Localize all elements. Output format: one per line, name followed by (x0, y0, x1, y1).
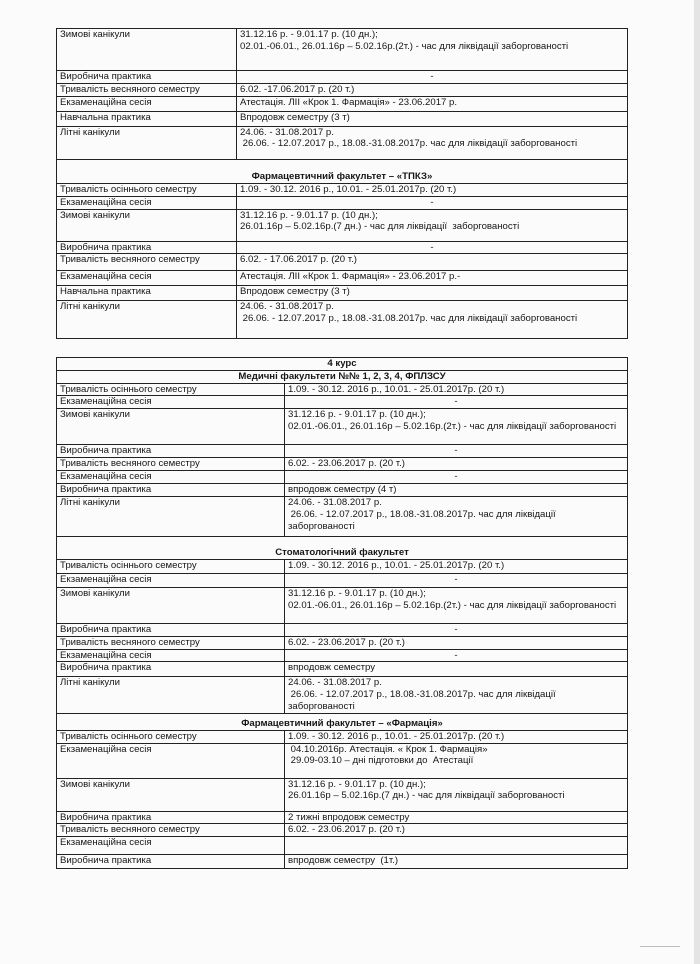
section-heading: Медичні факультети №№ 1, 2, 3, 4, ФПЛЗСУ (57, 370, 628, 383)
row-label: Виробнича практика (57, 662, 285, 677)
table-row (57, 71, 628, 84)
row-value: 31.12.16 р. - 9.01.17 р. (10 дн.); 02.01.-06.01., 26.01.16р – 5.02.16р.(2т.) - час для ліквідації заборгованості (237, 29, 628, 71)
table-row (57, 83, 628, 96)
row-value: 31.12.16 р. - 9.01.17 р. (10 дн.); 26.01.16р – 5.02.16р.(7 дн.) - час для ліквідації заборгованості (285, 778, 628, 811)
section-heading-row (57, 536, 628, 559)
scan-edge-shadow (694, 0, 700, 964)
table-row (57, 677, 628, 713)
table-row (57, 811, 628, 824)
row-value: 24.06. - 31.08.2017 р. 26.06. - 12.07.2017 р., 18.08.-31.08.2017р. час для ліквідації заборгованості (237, 126, 628, 159)
table-row (57, 409, 628, 445)
row-value: Атестація. ЛІІ «Крок 1. Фармація» - 23.06.2017 р.- (237, 271, 628, 286)
table-row (57, 29, 628, 71)
row-value: 31.12.16 р. - 9.01.17 р. (10 дн.); 26.01.16р – 5.02.16р.(7 дн.) - час для ліквідації заборгованості (237, 209, 628, 241)
row-value: 6.02. - 17.06.2017 р. (20 т.) (237, 254, 628, 271)
row-value (285, 837, 628, 855)
row-label: Навчальна практика (57, 286, 237, 301)
row-label: Зимові канікули (57, 778, 285, 811)
row-value: 31.12.16 р. - 9.01.17 р. (10 дн.); 02.01.-06.01., 26.01.16р – 5.02.16р.(2т.) - час для ліквідації заборгованості (285, 409, 628, 445)
row-label: Літні канікули (57, 677, 285, 713)
table-row (57, 183, 628, 196)
table-row (57, 837, 628, 855)
table-row (57, 470, 628, 483)
section-heading: Стоматологічний факультет (57, 536, 628, 559)
row-value: впродовж семестру (4 т) (285, 483, 628, 496)
section-heading: 4 курс (57, 358, 628, 371)
row-value: - (237, 241, 628, 254)
row-label: Екзаменаційна сесія (57, 470, 285, 483)
table-row (57, 483, 628, 496)
row-value: 24.06. - 31.08.2017 р. 26.06. - 12.07.2017 р., 18.08.-31.08.2017р. час для ліквідації заборгованості (237, 301, 628, 339)
table-row (57, 301, 628, 339)
row-label: Виробнича практика (57, 811, 285, 824)
row-value: - (285, 649, 628, 662)
row-label: Екзаменаційна сесія (57, 837, 285, 855)
row-label: Зимові канікули (57, 409, 285, 445)
table-row (57, 271, 628, 286)
section-heading: Фармацевтичний факультет – «ТПКЗ» (57, 159, 628, 183)
row-value: 6.02. -17.06.2017 р. (20 т.) (237, 83, 628, 96)
row-label: Зимові канікули (57, 209, 237, 241)
row-value: 24.06. - 31.08.2017 р. 26.06. - 12.07.2017 р., 18.08.-31.08.2017р. час для ліквідації заборгованості (285, 496, 628, 536)
row-label: Екзаменаційна сесія (57, 649, 285, 662)
row-value: - (237, 196, 628, 209)
row-value: Впродовж семестру (3 т) (237, 286, 628, 301)
table-row (57, 587, 628, 623)
table-row (57, 730, 628, 743)
row-label: Зимові канікули (57, 29, 237, 71)
section-heading-row (57, 370, 628, 383)
row-label: Тривалість весняного семестру (57, 824, 285, 837)
row-label: Тривалість весняного семестру (57, 83, 237, 96)
row-value: 6.02. - 23.06.2017 р. (20 т.) (285, 824, 628, 837)
row-label: Екзаменаційна сесія (57, 573, 285, 587)
row-value: - (285, 470, 628, 483)
table-row (57, 855, 628, 869)
row-label: Екзаменаційна сесія (57, 743, 285, 778)
table-row (57, 559, 628, 573)
row-label: Тривалість осіннього семестру (57, 730, 285, 743)
section-heading: Фармацевтичний факультет – «Фармація» (57, 713, 628, 730)
row-value: впродовж семестру (1т.) (285, 855, 628, 869)
row-label: Літні канікули (57, 126, 237, 159)
row-value: - (285, 445, 628, 458)
table-row (57, 662, 628, 677)
row-value: - (237, 71, 628, 84)
row-label: Виробнича практика (57, 855, 285, 869)
row-label: Виробнича практика (57, 623, 285, 636)
table-row (57, 209, 628, 241)
section-heading-row (57, 358, 628, 371)
table-row (57, 111, 628, 126)
table-row (57, 636, 628, 649)
table-row (57, 286, 628, 301)
row-value: 04.10.2016р. Атестація. « Крок 1. Фармація» 29.09-03.10 – дні підготовки до Атестації (285, 743, 628, 778)
row-label: Тривалість весняного семестру (57, 636, 285, 649)
row-value: 1.09. - 30.12. 2016 р., 10.01. - 25.01.2017р. (20 т.) (237, 183, 628, 196)
row-value: - (285, 573, 628, 587)
row-label: Виробнича практика (57, 483, 285, 496)
row-value: - (285, 623, 628, 636)
table-row (57, 254, 628, 271)
row-label: Екзаменаційна сесія (57, 271, 237, 286)
row-label: Тривалість осіннього семестру (57, 559, 285, 573)
row-value: впродовж семестру (285, 662, 628, 677)
schedule-table-4th-year (56, 357, 628, 869)
row-value: 24.06. - 31.08.2017 р. 26.06. - 12.07.2017 р., 18.08.-31.08.2017р. час для ліквідації заборгованості (285, 677, 628, 713)
row-value: Впродовж семестру (3 т) (237, 111, 628, 126)
table-row (57, 778, 628, 811)
table-row (57, 241, 628, 254)
table-row (57, 824, 628, 837)
row-value: 1.09. - 30.12. 2016 р., 10.01. - 25.01.2017р. (20 т.) (285, 730, 628, 743)
table-row (57, 196, 628, 209)
row-label: Навчальна практика (57, 111, 237, 126)
row-label: Екзаменаційна сесія (57, 196, 237, 209)
row-value: 1.09. - 30.12. 2016 р., 10.01. - 25.01.2017р. (20 т.) (285, 383, 628, 396)
row-label: Виробнича практика (57, 445, 285, 458)
table-row (57, 458, 628, 471)
row-label: Екзаменаційна сесія (57, 96, 237, 111)
table-row (57, 649, 628, 662)
section-heading-row (57, 159, 628, 183)
row-value: 6.02. - 23.06.2017 р. (20 т.) (285, 458, 628, 471)
row-value: 1.09. - 30.12. 2016 р., 10.01. - 25.01.2017р. (20 т.) (285, 559, 628, 573)
table-row (57, 623, 628, 636)
table-row (57, 96, 628, 111)
table-row (57, 445, 628, 458)
row-label: Тривалість весняного семестру (57, 254, 237, 271)
table-row (57, 496, 628, 536)
row-value: 31.12.16 р. - 9.01.17 р. (10 дн.); 02.01.-06.01., 26.01.16р – 5.02.16р.(2т.) - час для ліквідації заборгованості (285, 587, 628, 623)
row-label: Тривалість осіннього семестру (57, 383, 285, 396)
row-label: Літні канікули (57, 301, 237, 339)
row-label: Виробнича практика (57, 241, 237, 254)
row-label: Зимові канікули (57, 587, 285, 623)
row-label: Екзаменаційна сесія (57, 396, 285, 409)
row-value: 2 тижні впродовж семестру (285, 811, 628, 824)
table-row (57, 573, 628, 587)
row-label: Літні канікули (57, 496, 285, 536)
row-label: Тривалість весняного семестру (57, 458, 285, 471)
row-value: - (285, 396, 628, 409)
row-value: Атестація. ЛІІ «Крок 1. Фармація» - 23.06.2017 р. (237, 96, 628, 111)
row-label: Тривалість осіннього семестру (57, 183, 237, 196)
table-row (57, 126, 628, 159)
scan-mark (640, 946, 680, 947)
table-row (57, 383, 628, 396)
table-row (57, 396, 628, 409)
section-heading-row (57, 713, 628, 730)
table-row (57, 743, 628, 778)
row-label: Виробнича практика (57, 71, 237, 84)
schedule-table-3rd-year-continued (56, 28, 628, 339)
row-value: 6.02. - 23.06.2017 р. (20 т.) (285, 636, 628, 649)
